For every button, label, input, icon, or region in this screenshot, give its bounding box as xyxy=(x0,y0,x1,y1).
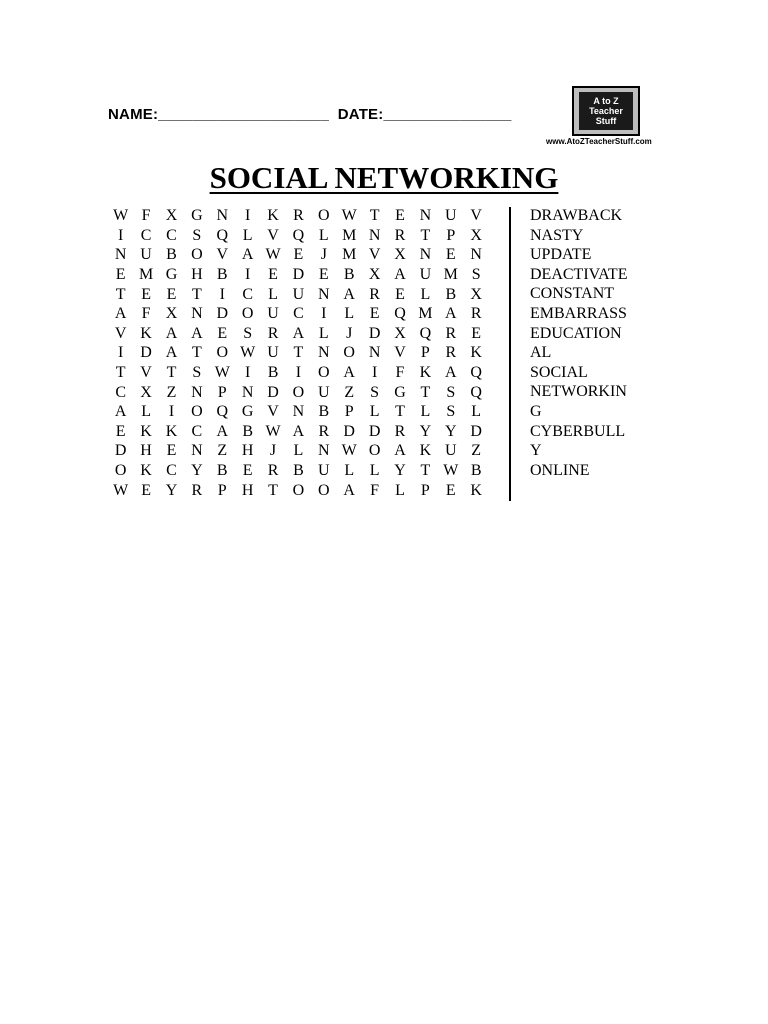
grid-letter: X xyxy=(165,207,178,225)
grid-letter: O xyxy=(292,481,305,499)
grid-letter: O xyxy=(368,442,381,460)
grid-letter: A xyxy=(114,305,127,323)
grid-letter: B xyxy=(445,285,457,303)
grid-letter: O xyxy=(318,364,330,382)
grid-letter: X xyxy=(165,305,178,323)
grid-letter: V xyxy=(267,403,279,421)
grid-letter: Q xyxy=(470,383,482,401)
grid-letter: V xyxy=(114,324,127,342)
grid-letter: D xyxy=(114,442,127,460)
grid-letter: X xyxy=(394,246,406,264)
grid-letter: E xyxy=(445,481,456,499)
word-list-item: CYBERBULL xyxy=(530,422,626,440)
grid-letter: A xyxy=(444,364,457,382)
grid-letter: S xyxy=(243,324,253,342)
grid-letter: Y xyxy=(165,481,178,499)
grid-letter: N xyxy=(368,226,381,244)
grid-letter: K xyxy=(419,364,432,382)
grid-row xyxy=(108,382,489,402)
grid-letter: U xyxy=(267,344,279,362)
grid-row xyxy=(108,226,489,246)
grid-letter: K xyxy=(165,422,178,440)
grid-letter: S xyxy=(192,364,202,382)
grid-row xyxy=(108,324,489,344)
grid-letter: L xyxy=(369,403,380,421)
grid-letter: T xyxy=(268,481,278,499)
grid-letter: Y xyxy=(444,422,457,440)
grid-letter: N xyxy=(470,246,482,264)
word-list-item: NASTY xyxy=(530,226,584,244)
word-list xyxy=(530,206,627,480)
grid-letter: E xyxy=(395,207,405,225)
grid-letter: L xyxy=(318,226,329,244)
grid-letter: O xyxy=(191,246,203,264)
grid-letter: E xyxy=(115,266,126,284)
word-list-item: CONSTANT xyxy=(530,285,615,303)
grid-letter: W xyxy=(113,481,129,499)
grid-letter: B xyxy=(470,462,482,480)
grid-letter: O xyxy=(343,344,355,362)
grid-row xyxy=(108,245,489,265)
grid-letter: R xyxy=(267,462,279,480)
grid-row xyxy=(108,304,489,324)
grid-letter: D xyxy=(216,305,229,323)
grid-letter: U xyxy=(419,266,432,284)
word-search-grid xyxy=(108,206,489,500)
grid-letter: T xyxy=(395,403,405,421)
grid-letter: B xyxy=(216,266,228,284)
grid-letter: E xyxy=(318,266,329,284)
grid-letter: L xyxy=(369,462,380,480)
grid-letter: M xyxy=(443,266,458,284)
grid-letter: D xyxy=(368,422,381,440)
grid-row xyxy=(108,206,489,226)
word-list-item: DRAWBACK xyxy=(530,207,623,224)
word-list-item: NETWORKIN xyxy=(530,383,627,401)
grid-letter: J xyxy=(320,246,327,264)
grid-letter: O xyxy=(191,403,203,421)
grid-letter: X xyxy=(470,285,482,303)
grid-letter: C xyxy=(115,383,127,401)
grid-letter: R xyxy=(293,207,304,225)
grid-letter: F xyxy=(141,305,151,323)
grid-letter: W xyxy=(265,422,281,440)
grid-letter: L xyxy=(141,403,151,421)
grid-letter: E xyxy=(471,324,482,342)
grid-letter: E xyxy=(395,285,405,303)
grid-row xyxy=(108,265,489,285)
grid-letter: W xyxy=(113,207,129,225)
grid-letter: N xyxy=(318,285,330,303)
grid-letter: I xyxy=(219,285,225,303)
grid-letter: K xyxy=(470,344,482,362)
grid-letter: T xyxy=(420,462,431,480)
grid-letter: A xyxy=(394,442,406,460)
grid-letter: N xyxy=(191,305,203,323)
grid-letter: U xyxy=(318,383,330,401)
grid-letter: R xyxy=(191,481,203,499)
grid-letter: D xyxy=(292,266,305,284)
grid-letter: P xyxy=(420,481,430,499)
grid-letter: N xyxy=(292,403,305,421)
grid-letter: E xyxy=(141,285,151,303)
grid-letter: U xyxy=(444,207,457,225)
grid-letter: G xyxy=(165,266,178,284)
grid-letter: N xyxy=(368,344,381,362)
grid-letter: L xyxy=(420,285,431,303)
grid-letter: V xyxy=(394,344,406,362)
grid-letter: W xyxy=(341,442,357,460)
grid-letter: X xyxy=(470,226,482,244)
grid-letter: Y xyxy=(191,462,203,480)
grid-letter: X xyxy=(368,266,381,284)
grid-letter: P xyxy=(420,344,430,362)
grid-letter: A xyxy=(165,324,178,342)
grid-letter: D xyxy=(140,344,152,362)
grid-letter: Z xyxy=(166,383,177,401)
grid-letter: Z xyxy=(217,442,228,460)
grid-letter: P xyxy=(446,226,456,244)
grid-letter: X xyxy=(394,324,406,342)
grid-letter: I xyxy=(118,226,124,244)
grid-letter: M xyxy=(342,226,357,244)
grid-letter: R xyxy=(445,324,457,342)
grid-row xyxy=(108,363,489,383)
grid-letter: Y xyxy=(394,462,406,480)
grid-letter: D xyxy=(267,383,279,401)
grid-letter: A xyxy=(216,422,229,440)
grid-letter: L xyxy=(395,481,405,499)
word-list-item: AL xyxy=(530,344,552,362)
grid-letter: B xyxy=(343,266,355,284)
grid-letter: F xyxy=(370,481,380,499)
grid-letter: N xyxy=(419,207,432,225)
logo-line-3: Stuff xyxy=(595,116,617,126)
grid-letter: S xyxy=(192,226,202,244)
grid-letter: B xyxy=(166,246,177,264)
grid-letter: O xyxy=(241,305,254,323)
grid-letter: A xyxy=(241,246,254,264)
grid-letter: J xyxy=(346,324,353,342)
grid-letter: N xyxy=(318,442,330,460)
grid-letter: I xyxy=(321,305,327,323)
grid-letter: S xyxy=(446,403,456,421)
word-list-item: DEACTIVATE xyxy=(530,265,628,283)
grid-letter: Y xyxy=(419,422,432,440)
grid-letter: L xyxy=(268,285,278,303)
grid-row xyxy=(108,480,489,500)
grid-letter: A xyxy=(444,305,457,323)
grid-letter: A xyxy=(343,285,355,303)
grid-letter: B xyxy=(267,364,279,382)
logo-badge xyxy=(579,92,633,130)
grid-letter: R xyxy=(267,324,279,342)
page-title: SOCIAL NETWORKING xyxy=(209,160,559,195)
word-list-item: EDUCATION xyxy=(530,324,622,342)
grid-letter: L xyxy=(318,324,329,342)
grid-row xyxy=(108,461,489,481)
grid-letter: S xyxy=(471,266,481,284)
grid-letter: B xyxy=(216,462,228,480)
grid-letter: E xyxy=(141,481,151,499)
grid-letter: D xyxy=(368,324,381,342)
grid-letter: E xyxy=(369,305,380,323)
grid-letter: U xyxy=(140,246,152,264)
grid-letter: N xyxy=(216,207,229,225)
grid-letter: U xyxy=(318,462,330,480)
grid-letter: O xyxy=(318,207,330,225)
grid-letter: T xyxy=(191,344,202,362)
word-list-item: Y xyxy=(530,442,542,460)
grid-letter: E xyxy=(166,442,177,460)
grid-letter: N xyxy=(191,383,203,401)
grid-letter: H xyxy=(241,442,254,460)
grid-letter: T xyxy=(369,207,380,225)
grid-letter: Z xyxy=(471,442,482,460)
grid-letter: B xyxy=(242,422,253,440)
grid-letter: O xyxy=(114,462,127,480)
grid-letter: L xyxy=(242,226,253,244)
grid-letter: T xyxy=(115,285,126,303)
grid-letter: R xyxy=(318,422,330,440)
grid-letter: C xyxy=(140,226,152,244)
grid-letter: U xyxy=(444,442,457,460)
grid-letter: C xyxy=(191,422,203,440)
grid-row xyxy=(108,343,489,363)
grid-letter: A xyxy=(343,481,355,499)
grid-letter: E xyxy=(293,246,304,264)
grid-letter: O xyxy=(318,481,330,499)
grid-letter: V xyxy=(267,226,279,244)
grid-letter: P xyxy=(217,383,227,401)
grid-letter: D xyxy=(343,422,355,440)
grid-row xyxy=(108,441,489,461)
grid-letter: V xyxy=(368,246,381,264)
grid-letter: Z xyxy=(344,383,355,401)
grid-letter: E xyxy=(268,266,278,284)
grid-letter: L xyxy=(344,305,355,323)
grid-letter: G xyxy=(191,207,203,225)
grid-letter: T xyxy=(166,364,177,382)
grid-letter: T xyxy=(115,364,126,382)
grid-row xyxy=(108,402,489,422)
grid-letter: N xyxy=(318,344,330,362)
grid-letter: L xyxy=(293,442,304,460)
grid-letter: Q xyxy=(292,226,305,244)
grid-letter: B xyxy=(293,462,304,480)
grid-letter: C xyxy=(166,226,177,244)
grid-letter: J xyxy=(269,442,277,460)
grid-letter: I xyxy=(244,266,251,284)
grid-letter: W xyxy=(265,246,281,264)
grid-letter: S xyxy=(446,383,456,401)
grid-letter: X xyxy=(140,383,152,401)
grid-letter: R xyxy=(394,422,406,440)
grid-letter: Q xyxy=(394,305,406,323)
grid-letter: G xyxy=(241,403,254,421)
grid-letter: A xyxy=(114,403,127,421)
grid-letter: A xyxy=(343,364,355,382)
logo-line-2: Teacher xyxy=(589,106,623,116)
grid-letter: W xyxy=(240,344,256,362)
grid-letter: T xyxy=(191,285,202,303)
grid-letter: M xyxy=(418,305,433,323)
grid-letter: O xyxy=(292,383,305,401)
grid-letter: N xyxy=(241,383,254,401)
word-list-item: ONLINE xyxy=(530,461,590,479)
grid-letter: I xyxy=(295,364,302,382)
grid-letter: E xyxy=(242,462,253,480)
grid-letter: L xyxy=(344,462,355,480)
grid-letter: T xyxy=(420,383,431,401)
grid-letter: V xyxy=(216,246,229,264)
grid-letter: W xyxy=(214,364,230,382)
grid-letter: H xyxy=(140,442,152,460)
grid-letter: R xyxy=(470,305,482,323)
grid-letter: K xyxy=(470,481,482,499)
grid-letter: L xyxy=(420,403,431,421)
grid-letter: E xyxy=(217,324,228,342)
grid-letter: E xyxy=(445,246,456,264)
grid-letter: R xyxy=(394,226,406,244)
grid-letter: K xyxy=(140,462,152,480)
grid-letter: O xyxy=(216,344,229,362)
grid-letter: E xyxy=(166,285,177,303)
grid-letter: A xyxy=(165,344,178,362)
grid-letter: N xyxy=(191,442,203,460)
grid-letter: L xyxy=(471,403,482,421)
grid-letter: K xyxy=(140,324,152,342)
grid-letter: V xyxy=(470,207,482,225)
grid-letter: W xyxy=(341,207,357,225)
logo-line-1: A to Z xyxy=(593,96,619,106)
word-list-item: G xyxy=(530,402,542,420)
grid-letter: I xyxy=(244,364,251,382)
grid-letter: C xyxy=(242,285,253,303)
grid-letter: H xyxy=(191,266,203,284)
grid-letter: C xyxy=(166,462,177,480)
grid-letter: R xyxy=(445,344,457,362)
grid-letter: S xyxy=(370,383,380,401)
logo-url: www.AtoZTeacherStuff.com xyxy=(546,137,652,146)
grid-letter: U xyxy=(267,305,279,323)
grid-letter: F xyxy=(141,207,151,225)
grid-letter: T xyxy=(293,344,304,362)
grid-letter: N xyxy=(114,246,127,264)
grid-letter: Q xyxy=(470,364,482,382)
word-list-item: SOCIAL xyxy=(530,363,588,381)
grid-letter: A xyxy=(394,266,406,284)
grid-letter: E xyxy=(115,422,126,440)
grid-letter: A xyxy=(292,422,305,440)
grid-letter: T xyxy=(420,226,431,244)
grid-letter: B xyxy=(318,403,330,421)
grid-letter: I xyxy=(118,344,124,362)
grid-letter: Q xyxy=(216,403,229,421)
grid-letter: I xyxy=(168,403,175,421)
grid-letter: M xyxy=(342,246,357,264)
grid-letter: A xyxy=(292,324,305,342)
atoz-teacher-stuff-logo xyxy=(572,86,640,136)
word-list-item: EMBARRASS xyxy=(530,304,627,322)
grid-letter: M xyxy=(138,266,154,284)
grid-letter: U xyxy=(292,285,305,303)
grid-letter: K xyxy=(267,207,279,225)
grid-letter: A xyxy=(191,324,203,342)
grid-letter: P xyxy=(217,481,227,499)
grid-letter: G xyxy=(394,383,406,401)
grid-letter: I xyxy=(244,207,251,225)
grid-letter: N xyxy=(419,246,432,264)
word-list-item: UPDATE xyxy=(530,246,592,264)
grid-letter: K xyxy=(140,422,152,440)
grid-letter: R xyxy=(369,285,380,303)
grid-letter: I xyxy=(371,364,378,382)
grid-letter: C xyxy=(293,305,304,323)
name-date-line: NAME:____________________ DATE:_______________ xyxy=(108,106,512,123)
grid-letter: F xyxy=(395,364,405,382)
grid-letter: K xyxy=(419,442,432,460)
column-divider xyxy=(509,207,511,501)
grid-letter: V xyxy=(140,364,152,382)
grid-row xyxy=(108,422,489,442)
grid-letter: Q xyxy=(419,324,432,342)
grid-letter: H xyxy=(241,481,254,499)
grid-letter: W xyxy=(443,462,459,480)
grid-letter: P xyxy=(344,403,354,421)
grid-letter: D xyxy=(470,422,482,440)
grid-row xyxy=(108,284,489,304)
grid-letter: Q xyxy=(216,226,229,244)
